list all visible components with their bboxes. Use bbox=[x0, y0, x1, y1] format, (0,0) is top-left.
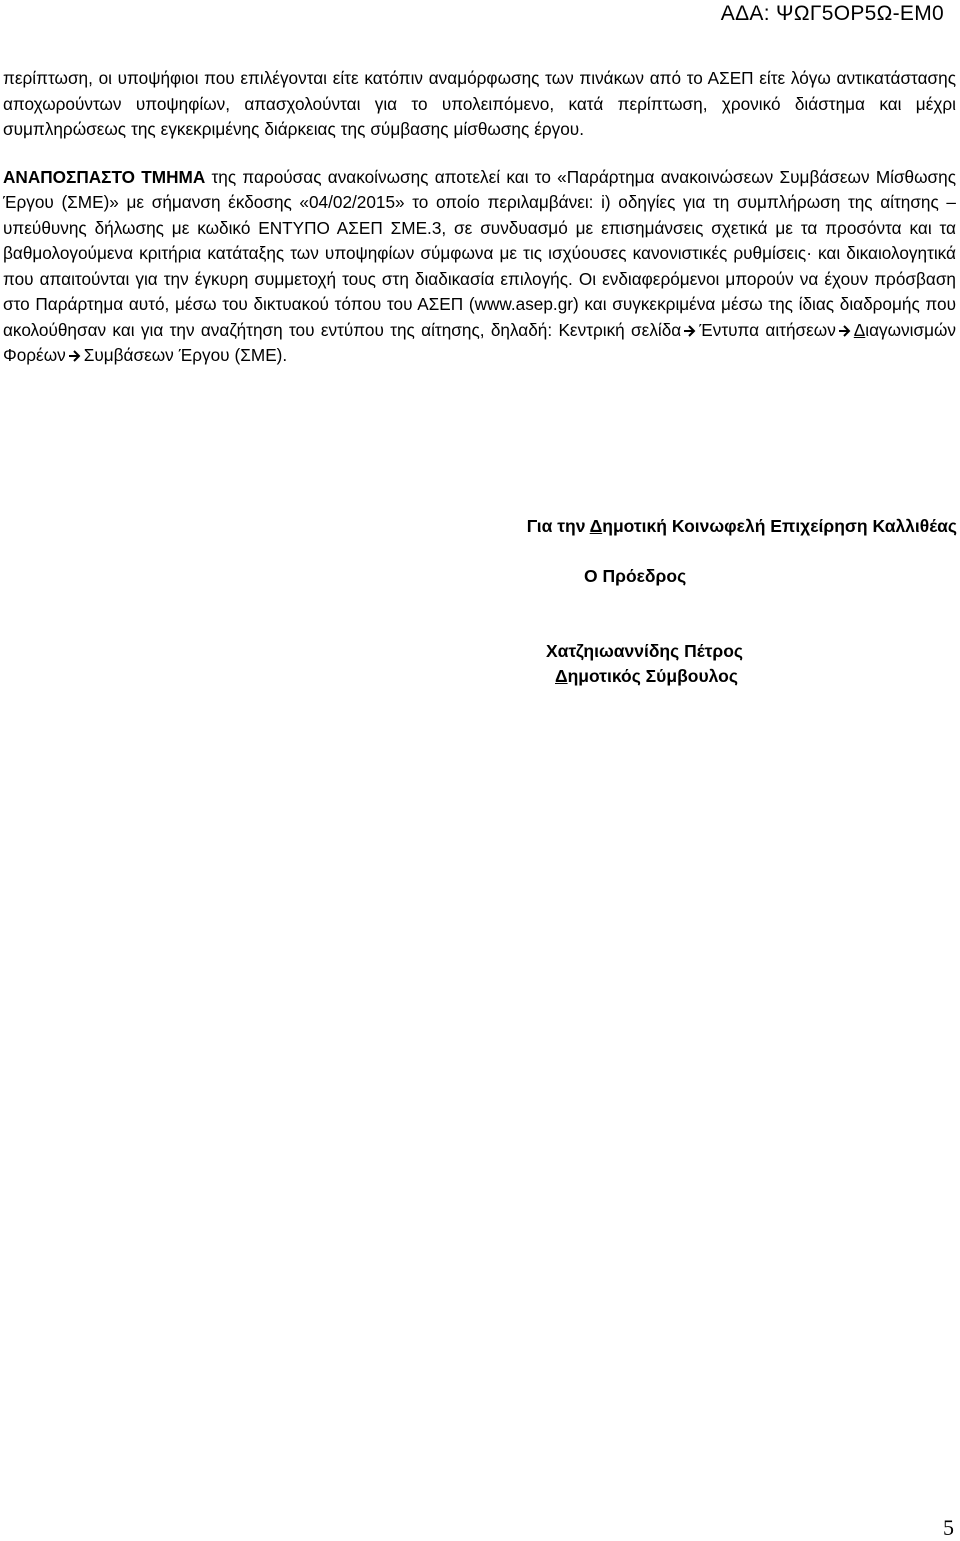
detachable-section-heading: ΑΝΑΠΟΣΠΑΣΤΟ ΤΜΗΜΑ bbox=[3, 166, 206, 187]
paragraph-2 bbox=[3, 165, 956, 369]
signature-role: Δημοτικός Σύμβουλος bbox=[555, 666, 738, 686]
arrow-right-icon bbox=[683, 324, 696, 338]
paragraph-1: περίπτωση, οι υποψήφιοι που επιλέγονται είτε κατόπιν αναμόρφωσης των πινάκων από το ΑΣΕΠ είτε λόγω αντικατάστασης αποχωρούντων υποψηφίων, απασχολούνται για το υπολειπόμενο, κατά περίπτωση, χρονικό διάστημα και μέχρι συμπληρώσεως της εγκεκριμένης διάρκειας της σύμβασης μίσθωσης έργου. bbox=[3, 68, 956, 139]
path-step-1: Κεντρική σελίδα bbox=[558, 319, 682, 340]
signature-title: Ο Πρόεδρος bbox=[584, 566, 687, 586]
path-step-4: Συμβάσεων Έργου (ΣΜΕ). bbox=[83, 345, 288, 365]
page-number: 5 bbox=[943, 1515, 954, 1540]
arrow-right-icon bbox=[838, 324, 851, 338]
arrow-right-icon bbox=[68, 349, 81, 363]
paragraph-2-text: της παρούσας ανακοίνωσης αποτελεί και το «Παράρτημα ανακοινώσεων Συμβάσεων Μίσθωσης Έργου (ΣΜΕ)» με σήμανση έκδοσης «04/02/2015» το οποίο περιλαμβάνει: i) οδηγίες για τη συμπλήρωση της αίτησης – υπεύθυνης δήλωσης με κωδικό ΕΝΤΥΠΟ ΑΣΕΠ ΣΜΕ.3, σε συνδυασμό με επισημάνσεις σχετικά με τα προσόντα και τα βαθμολογούμενα κριτήρια κατάταξης των υποψηφίων σύμφωνα με τις ισχύουσες κανονιστικές ρυθμίσεις· και δικαιολογητικά που απαιτούνται για την έγκυρη συμμετοχή τους στη διαδικασία επιλογής. Οι ενδιαφερόμενοι μπορούν να έχουν πρόσβαση στο Παράρτημα αυτό, μέσω του δικτυακού τόπου του ΑΣΕΠ (www.asep.gr) και συγκεκριμένα μέσω της ίδιας διαδρομής που ακολούθησαν και για την αναζήτηση του εντύπου της αίτησης, δηλαδή: bbox=[3, 166, 956, 340]
signature-organization: Για την Δημοτική Κοινωφελή Επιχείρηση Καλλιθέας bbox=[526, 516, 957, 536]
signature-name: Χατζηιωαννίδης Πέτρος bbox=[546, 641, 744, 661]
document-body bbox=[3, 66, 956, 369]
ada-code: ΑΔΑ: ΨΩΓ5ΟΡ5Ω-ΕΜ0 bbox=[720, 2, 944, 25]
path-step-3-rest: ιαγωνισμών Φορέων bbox=[3, 319, 956, 365]
path-step-2: Έντυπα αιτήσεων bbox=[699, 319, 836, 340]
signature-block bbox=[397, 514, 957, 689]
path-step-3-initial: Δ bbox=[853, 319, 866, 340]
